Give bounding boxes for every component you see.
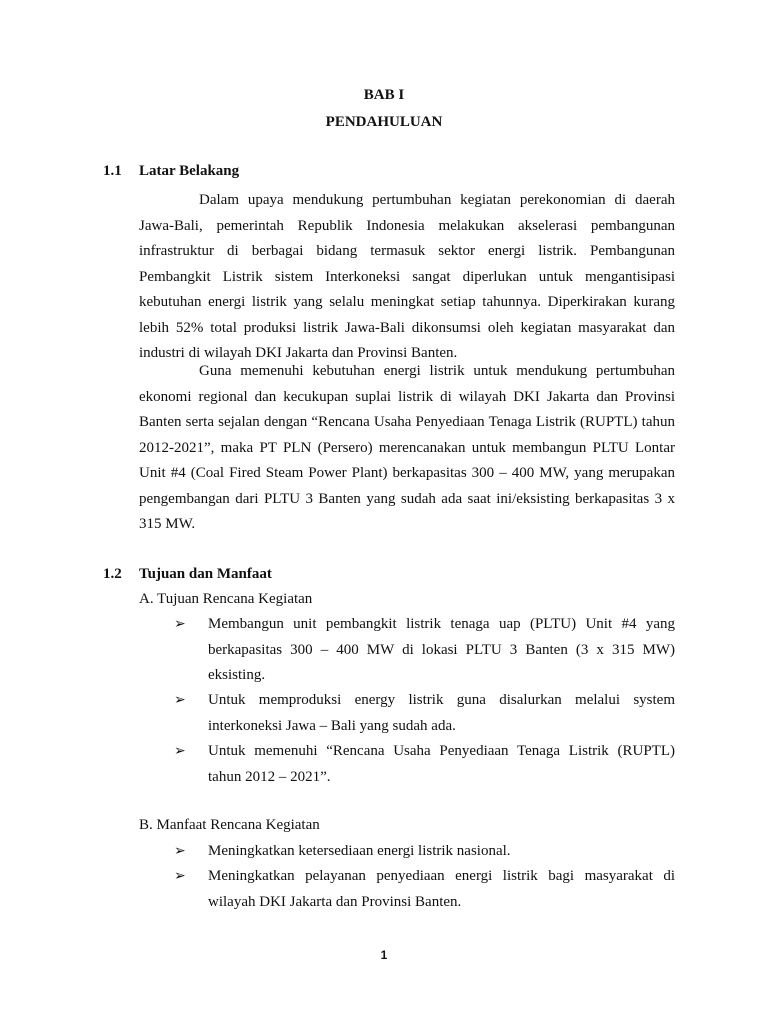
arrow-bullet-icon: ➢ [174, 616, 186, 632]
paragraph [139, 188, 675, 367]
page-number: 1 [380, 948, 388, 962]
list-item-text: Meningkatkan pelayanan penyediaan energi listrik bagi masyarakat di wilayah DKI Jakarta dan Provinsi Banten. [208, 868, 675, 910]
chapter-title: PENDAHULUAN [325, 114, 443, 130]
list-item [174, 839, 675, 865]
list-item-text: Untuk memproduksi energy listrik guna disalurkan melalui system interkoneksi Jawa – Bali yang sudah ada. [208, 692, 675, 734]
arrow-bullet-icon: ➢ [174, 743, 186, 759]
section-title: Latar Belakang [139, 163, 240, 179]
section-number: 1.1 [103, 163, 122, 179]
list-item-text: Untuk memenuhi “Rencana Usaha Penyediaan Tenaga Listrik (RUPTL) tahun 2012 – 2021”. [208, 743, 675, 785]
list-item-text: Meningkatkan ketersediaan energi listrik nasional. [208, 843, 511, 859]
paragraph [139, 359, 675, 538]
arrow-bullet-icon: ➢ [174, 868, 186, 884]
list-item [174, 612, 675, 689]
list-item [174, 739, 675, 790]
section-title: Tujuan dan Manfaat [139, 566, 272, 582]
subsection-a-label: A. Tujuan Rencana Kegiatan [139, 591, 313, 607]
list-item-text: Membangun unit pembangkit listrik tenaga uap (PLTU) Unit #4 yang berkapasitas 300 – 400 MW di lokasi PLTU 3 Banten (3 x 315 MW) eksisting. [208, 616, 675, 683]
list-item [174, 688, 675, 739]
list-item [174, 864, 675, 915]
arrow-bullet-icon: ➢ [174, 692, 186, 708]
chapter-label: BAB I [363, 87, 405, 103]
paragraph-text: Guna memenuhi kebutuhan energi listrik untuk mendukung pertumbuhan ekonomi regional dan kecukupan suplai listrik di wilayah DKI Jakarta dan Provinsi Banten serta sejalan dengan “Rencana Usaha Penyediaan Tenaga Listrik (RUPTL) tahun 2012-2021”, maka PT PLN (Persero) merencanakan untuk membangun PLTU Lontar Unit #4 (Coal Fired Steam Power Plant) berkapasitas 300 – 400 MW, yang merupakan pengembangan dari PLTU 3 Banten yang sudah ada saat ini/eksisting berkapasitas 3 x 315 MW. [139, 363, 675, 532]
arrow-bullet-icon: ➢ [174, 843, 186, 859]
section-number: 1.2 [103, 566, 122, 582]
paragraph-text: Dalam upaya mendukung pertumbuhan kegiatan perekonomian di daerah Jawa-Bali, pemerintah Republik Indonesia melakukan akselerasi pembangunan infrastruktur di berbagai bidang termasuk sektor energi listrik. Pembangunan Pembangkit Listrik sistem Interkoneksi sangat diperlukan untuk mengantisipasi kebutuhan energi listrik yang selalu meningkat setiap tahunnya. Diperkirakan kurang lebih 52% total produksi listrik Jawa-Bali dikonsumsi oleh kegiatan masyarakat dan industri di wilayah DKI Jakarta dan Provinsi Banten. [139, 192, 675, 361]
subsection-b-label: B. Manfaat Rencana Kegiatan [139, 817, 320, 833]
